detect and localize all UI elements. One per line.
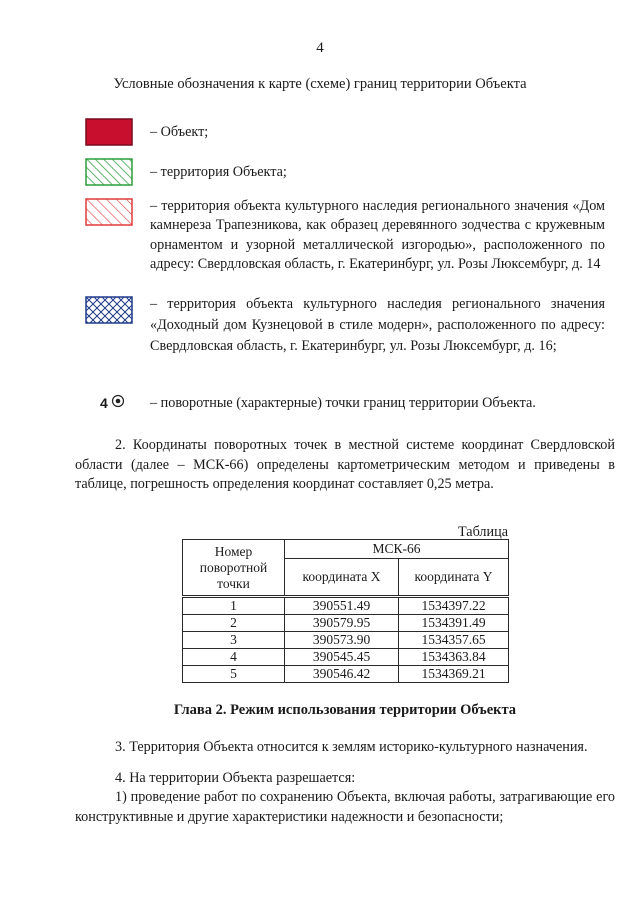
cell-n: 3 [183,632,285,649]
red-hatch-swatch-icon [85,198,133,226]
table-caption: Таблица [457,524,508,540]
legend-item-label: – территория объекта культурного наследия регионального значения «Дом камнереза Трапезникова, как образец деревянного зодчества с кружевным орнаментом и узорной металлической изгородью», расположенного по адресу: Свердловская область, г. Екатеринбург, ул. Розы Люксембург, д. 14 [150,198,605,272]
cell-y: 1534391.49 [399,615,509,632]
cell-x: 390579.95 [285,615,399,632]
cell-x: 390551.49 [285,597,399,615]
header-point-number: Номер поворотной точки [183,540,285,597]
table-row [183,649,509,666]
target-point-icon [111,394,125,413]
paragraph-land-category: 3. Территория Объекта относится к землям историко-культурного назначения. [115,739,588,755]
cell-y: 1534363.84 [399,649,509,666]
table-row [183,597,509,615]
legend-item-heritage-trapeznikov [85,198,605,288]
cell-x: 390546.42 [285,666,399,683]
coordinates-table [182,539,509,683]
table-row [183,632,509,649]
cell-x: 390573.90 [285,632,399,649]
legend-item-object [85,118,605,148]
cell-x: 390545.45 [285,649,399,666]
cell-n: 4 [183,649,285,666]
legend-item-territory [85,158,605,188]
legend-item-heritage-kuznetsova [85,296,605,376]
header-system: МСК-66 [285,540,509,559]
point-marker [100,393,125,413]
cell-y: 1534357.65 [399,632,509,649]
paragraph-coordinates: 2. Координаты поворотных точек в местной системе координат Свердловской области (далее – МСК-66) определены картометрическим методом и приведены в таблице, погрешность определения координат составляет 0,25 метра. [75,437,615,492]
cell-n: 5 [183,666,285,683]
cell-n: 1 [183,597,285,615]
table-row [183,615,509,632]
header-y: координата Y [399,559,509,597]
cell-y: 1534397.22 [399,597,509,615]
blue-crosshatch-swatch-icon [85,296,133,324]
cell-y: 1534369.21 [399,666,509,683]
solid-red-swatch-icon [85,118,133,146]
green-hatch-swatch-icon [85,158,133,186]
chapter-title: Глава 2. Режим использования территории Объекта [173,702,517,718]
cell-n: 2 [183,615,285,632]
legend-item-label: – Объект; [150,124,209,140]
header-x: координата X [285,559,399,597]
legend-item-label: – территория объекта культурного наследия регионального значения «Доходный дом Кузнецовой в стиле модерн», расположенного по адресу: Свердловская область, г. Екатеринбург, ул. Розы Люксембург, д. 16; [150,296,605,354]
legend-item-label: – территория Объекта; [150,164,287,180]
point-marker-number: 4 [100,395,108,411]
table-row [183,666,509,683]
legend-item-points-label: – поворотные (характерные) точки границ территории Объекта. [150,395,536,411]
legend-title: Условные обозначения к карте (схеме) границ территории Объекта [113,76,527,92]
paragraph-allowed: 4. На территории Объекта разрешается: [115,770,356,786]
paragraph-allowed-item-1: 1) проведение работ по сохранению Объекта, включая работы, затрагивающие его конструктивные и другие характеристики надежности и безопасности; [75,789,615,825]
page-number: 4 [316,40,324,56]
